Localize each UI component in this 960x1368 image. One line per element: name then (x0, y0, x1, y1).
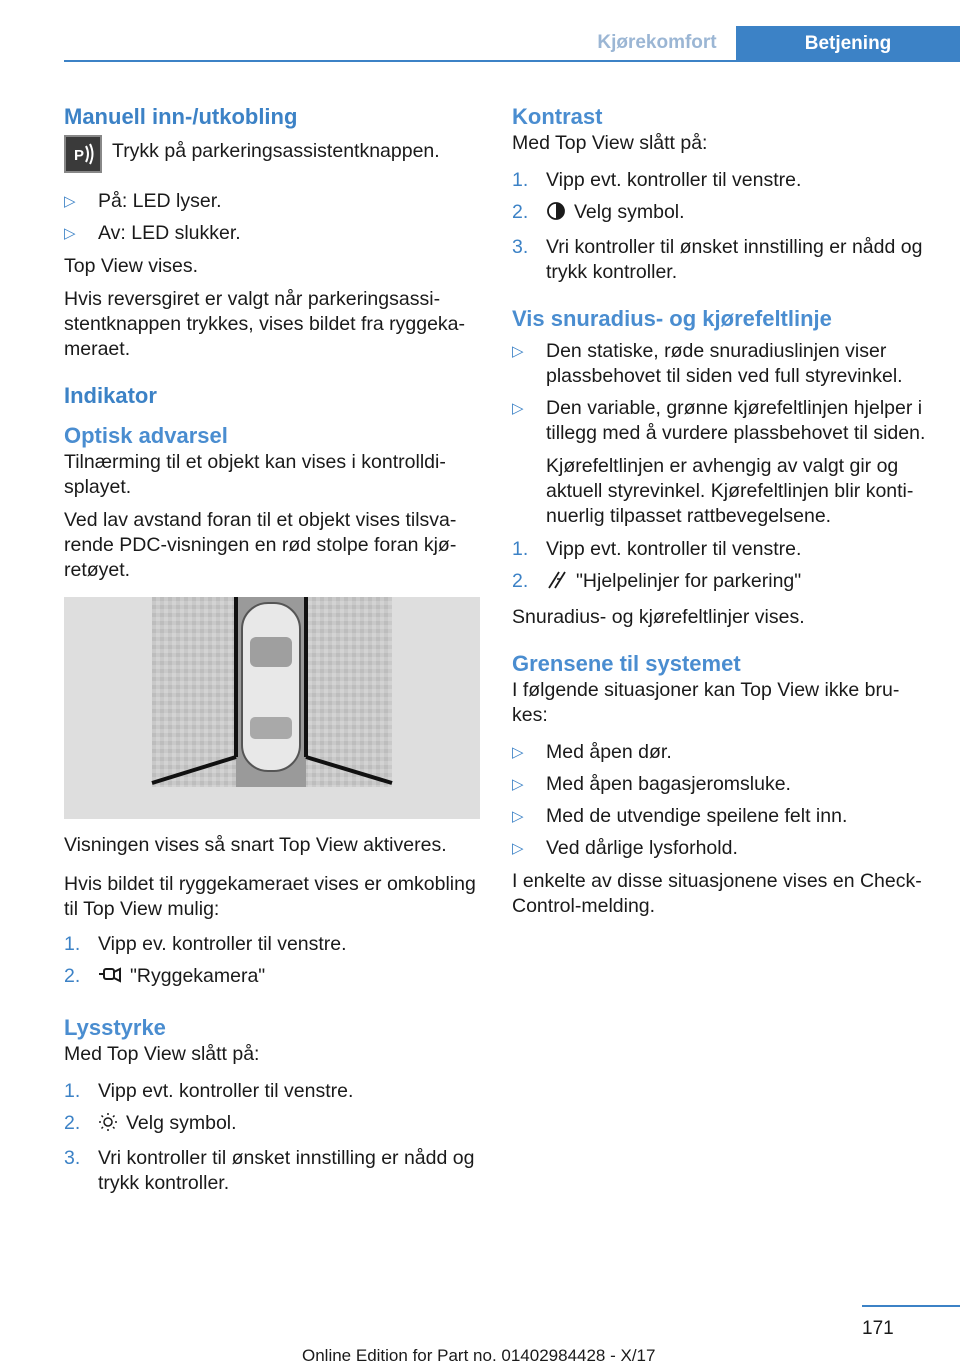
triangle-bullet-icon: ▷ (512, 400, 524, 417)
manual-instruction-row (64, 135, 480, 173)
list-item: ▷ Av: LED slukker. (64, 222, 241, 244)
rear-camera-icon (98, 965, 122, 992)
triangle-bullet-icon: ▷ (512, 840, 524, 857)
indicator-heading: Indikator (64, 383, 157, 408)
radius-bullets (512, 339, 928, 529)
radius-result: Snuradius- og kjørefeltlinjer vises. (512, 606, 805, 628)
triangle-bullet-icon: ▷ (512, 808, 524, 825)
list-item: 2. "Hjelpelinjer for parkering" (512, 569, 928, 597)
list-item: 3. Vri kontroller til ønsket innstilling er nådd og trykk kontroller. (64, 1147, 475, 1194)
brightness-steps (64, 1079, 480, 1196)
limits-intro: I følgende situasjoner kan Top View ikke brukes: (512, 679, 900, 726)
triangle-bullet-icon: ▷ (64, 225, 76, 242)
manual-bullets (64, 189, 480, 246)
list-item: ▷ Med åpen dør. (512, 741, 672, 763)
list-item: 2. Velg symbol. (64, 1111, 480, 1139)
left-column (64, 103, 480, 1204)
top-view-shown: Top View vises. (64, 255, 199, 277)
brightness-heading: Lysstyrke (64, 1015, 166, 1040)
list-item: 1. Vipp evt. kontroller til venstre. (64, 1080, 354, 1102)
contrast-icon (546, 201, 566, 228)
triangle-bullet-icon: ▷ (512, 343, 524, 360)
page-number: 171 (862, 1318, 894, 1339)
optical-p2: Ved lav avstand foran til et objekt vises tilsvarende PDC-visningen en rød stolpe foran kjøretøyet. (64, 509, 457, 581)
list-item: ▷ Den variable, grønne kjørefeltlinjen hjelper i tillegg med å vurdere plassbehovet til siden. Kjørefeltlinjen er avhengig av valgt gir og aktuell styrevinkel. Kjørefeltlinjen blir kontinuerlig tilpasset rattbevegelsene. (512, 396, 928, 529)
top-view-illustration (64, 597, 480, 819)
svg-text:P: P (74, 147, 85, 164)
limits-heading: Grensene til systemet (512, 651, 741, 676)
footer-rule (862, 1305, 960, 1307)
list-item: ▷ På: LED lyser. (64, 190, 222, 212)
triangle-bullet-icon: ▷ (64, 193, 76, 210)
tab-kjorekomfort[interactable]: Kjørekomfort (597, 32, 717, 53)
radius-steps (512, 537, 928, 597)
edition-note: Online Edition for Part no. 01402984428 - X/17 (302, 1346, 656, 1365)
manual-instruction: Trykk på parkeringsassistentknappen. (112, 140, 440, 162)
switch-steps (64, 932, 480, 992)
parking-assist-button-icon (64, 135, 102, 173)
tab-betjening[interactable]: Betjening (736, 26, 960, 61)
list-item: 1. Vipp ev. kontroller til venstre. (64, 933, 347, 955)
parking-guide-lines-icon (546, 570, 568, 597)
switch-text: Hvis bildet til ryggekameraet vises er omkobling til Top View mulig: (64, 873, 476, 920)
brightness-intro: Med Top View slått på: (64, 1043, 260, 1065)
limits-outro: I enkelte av disse situasjonene vises en Check-Control-melding. (512, 870, 922, 917)
image-caption: Visningen vises så snart Top View aktiveres. (64, 834, 447, 856)
triangle-bullet-icon: ▷ (512, 776, 524, 793)
list-item: 2. Velg symbol. (512, 200, 928, 228)
list-item: 1. Vipp evt. kontroller til venstre. (512, 538, 802, 560)
manual-heading: Manuell inn-/utkobling (64, 104, 298, 129)
contrast-steps (512, 168, 928, 285)
contrast-intro: Med Top View slått på: (512, 132, 708, 154)
contrast-heading: Kontrast (512, 104, 603, 129)
list-item: ▷ Den statiske, røde snuradiuslinjen viser plassbehovet til siden ved full styrevinkel. (512, 340, 903, 387)
radius-heading: Vis snuradius- og kjørefeltlinje (512, 306, 832, 331)
optical-heading: Optisk advarsel (64, 423, 228, 448)
limits-bullets (512, 740, 928, 861)
radius-subpara: Kjørefeltlinjen er avhengig av valgt gir og aktuell styrevinkel. Kjørefeltlinjen blir kontinuerlig tilpasset rattbevegelsene. (546, 455, 914, 527)
list-item: 1. Vipp evt. kontroller til venstre. (512, 169, 802, 191)
triangle-bullet-icon: ▷ (512, 744, 524, 761)
header-rule (64, 60, 960, 62)
list-item: ▷ Med de utvendige speilene felt inn. (512, 805, 848, 827)
optical-p1: Tilnærming til et objekt kan vises i kontrolldisplayet. (64, 451, 446, 498)
list-item: 2. "Ryggekamera" (64, 964, 480, 992)
brightness-icon (98, 1112, 118, 1139)
list-item: ▷ Med åpen bagasjeromsluke. (512, 773, 791, 795)
reverse-text: Hvis reversgiret er valgt når parkeringsassistentknappen trykkes, vises bildet fra ryggekameraet. (64, 288, 466, 360)
list-item: ▷ Ved dårlige lysforhold. (512, 837, 738, 859)
list-item: 3. Vri kontroller til ønsket innstilling er nådd og trykk kontroller. (512, 236, 923, 283)
right-column (512, 103, 928, 927)
